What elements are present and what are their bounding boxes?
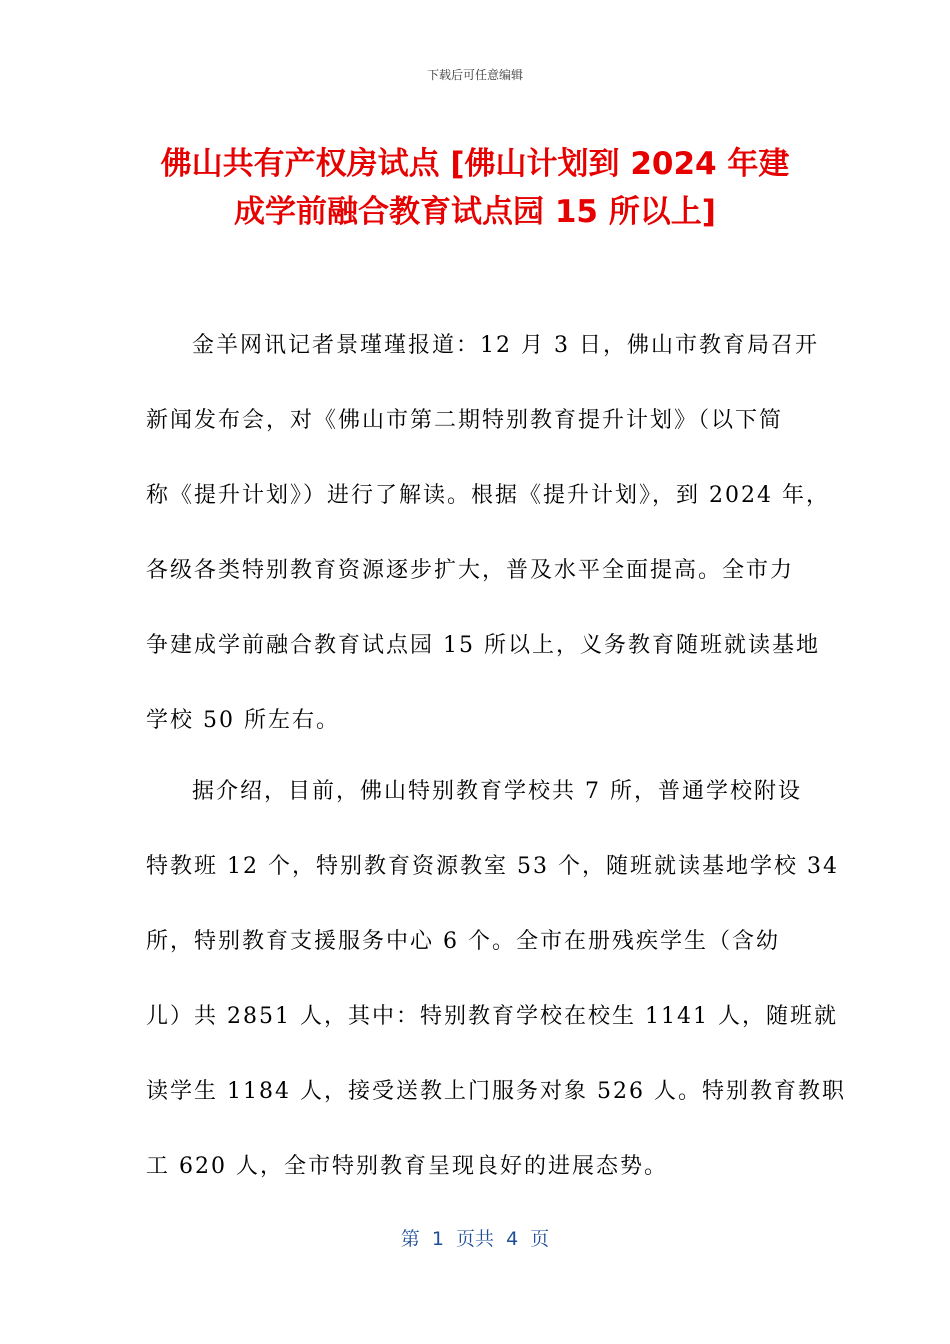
document-title [120, 140, 830, 236]
paragraph-line: 新闻发布会，对《佛山市第二期特别教育提升计划》（以下简 [146, 408, 784, 433]
header-note: 下载后可任意编辑 [426, 68, 523, 82]
title-line-1: 佛山共有产权房试点 [佛山计划到 2024 年建 [160, 146, 790, 182]
paragraph-line: 工 620 人，全市特别教育呈现良好的进展态势。 [146, 1154, 668, 1179]
paragraph-line: 金羊网讯记者景瑾瑾报道：12 月 3 日，佛山市教育局召开 [192, 333, 819, 358]
paragraph-2 [146, 754, 846, 1204]
title-line-2: 成学前融合教育试点园 15 所以上] [234, 194, 716, 230]
paragraph-line: 所，特别教育支援服务中心 6 个。全市在册残疾学生（含幼 [146, 929, 780, 954]
paragraph-1 [146, 308, 830, 758]
paragraph-line: 各级各类特别教育资源逐步扩大，普及水平全面提高。全市力 [146, 558, 795, 583]
paragraph-line: 学校 50 所左右。 [146, 708, 340, 733]
paragraph-line: 争建成学前融合教育试点园 15 所以上，义务教育随班就读基地 [146, 633, 820, 658]
paragraph-line: 特教班 12 个，特别教育资源教室 53 个，随班就读基地学校 34 [146, 854, 839, 879]
paragraph-line: 据介绍，目前，佛山特别教育学校共 7 所，普通学校附设 [192, 779, 802, 804]
paragraph-line: 儿）共 2851 人，其中：特别教育学校在校生 1141 人，随班就 [146, 1004, 838, 1029]
paragraph-line: 读学生 1184 人，接受送教上门服务对象 526 人。特别教育教职 [146, 1079, 846, 1104]
page-number-footer: 第 1 页共 4 页 [400, 1228, 550, 1250]
paragraph-line: 称《提升计划》）进行了解读。根据《提升计划》，到 2024 年， [146, 483, 830, 508]
